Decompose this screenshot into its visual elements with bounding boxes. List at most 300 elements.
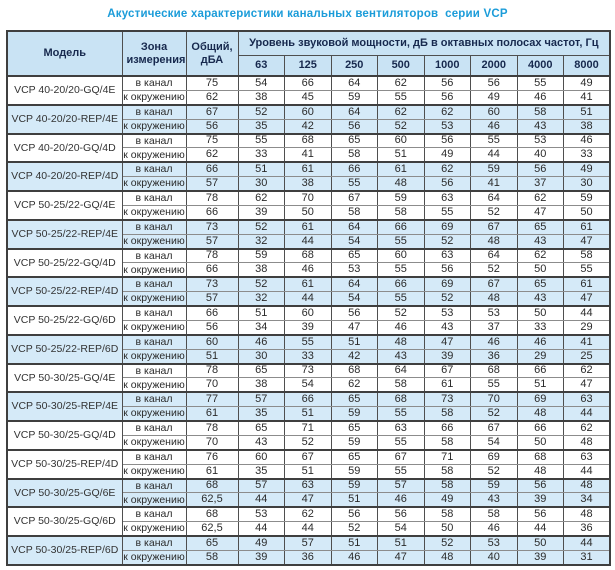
spl-value-cell-8000hz: 48 [564,435,611,449]
spl-value-cell-250hz: 56 [331,306,378,320]
zone-cell: в канал [122,507,186,521]
spl-value-cell-4000hz: 56 [517,507,564,521]
total-dba-cell: 73 [186,277,238,291]
spl-value-cell-4000hz: 65 [517,220,564,234]
model-cell: VCP 50-30/25-GQ/4D [7,421,122,450]
spl-value-cell-500hz: 55 [378,292,425,306]
spl-value-cell-1000hz: 55 [424,205,471,219]
spl-value-cell-2000hz: 37 [471,320,518,334]
spl-value-cell-125hz: 54 [285,378,332,392]
total-dba-cell: 75 [186,134,238,148]
spl-value-cell-125hz: 38 [285,177,332,191]
spl-value-cell-63hz: 57 [238,392,285,406]
total-dba-cell: 78 [186,191,238,205]
spl-value-cell-4000hz: 66 [517,421,564,435]
spl-value-cell-2000hz: 67 [471,220,518,234]
spl-value-cell-125hz: 44 [285,292,332,306]
spl-value-cell-500hz: 62 [378,76,425,90]
spl-value-cell-500hz: 54 [378,522,425,536]
zone-cell: в канал [122,392,186,406]
spl-value-cell-4000hz: 47 [517,205,564,219]
spl-value-cell-2000hz: 52 [471,407,518,421]
spl-value-cell-250hz: 53 [331,263,378,277]
model-cell: VCP 50-30/25-GQ/6E [7,479,122,508]
spl-value-cell-4000hz: 46 [517,90,564,104]
spl-value-cell-1000hz: 58 [424,479,471,493]
spl-value-cell-125hz: 51 [285,407,332,421]
total-dba-cell: 70 [186,435,238,449]
spl-value-cell-2000hz: 46 [471,119,518,133]
spl-value-cell-1000hz: 49 [424,493,471,507]
spl-value-cell-500hz: 55 [378,435,425,449]
table-row [7,507,610,521]
spl-value-cell-1000hz: 73 [424,392,471,406]
spl-value-cell-8000hz: 48 [564,479,611,493]
spl-value-cell-125hz: 60 [285,105,332,119]
total-dba-cell: 57 [186,177,238,191]
spl-value-cell-1000hz: 67 [424,364,471,378]
spl-value-cell-500hz: 55 [378,464,425,478]
spl-value-cell-1000hz: 71 [424,450,471,464]
spl-value-cell-8000hz: 47 [564,378,611,392]
spl-value-cell-4000hz: 66 [517,364,564,378]
spl-value-cell-63hz: 39 [238,205,285,219]
spl-value-cell-250hz: 46 [331,550,378,564]
spl-value-cell-250hz: 47 [331,320,378,334]
zone-cell: к окружению [123,378,185,391]
spl-value-cell-250hz: 65 [331,450,378,464]
spl-value-cell-8000hz: 41 [564,335,611,349]
spl-value-cell-1000hz: 66 [424,421,471,435]
zone-cell: к окружению [123,119,185,132]
spl-value-cell-2000hz: 52 [471,205,518,219]
spl-value-cell-1000hz: 58 [424,407,471,421]
spl-value-cell-250hz: 62 [331,378,378,392]
total-dba-cell: 78 [186,249,238,263]
zone-cell: в канал [122,249,186,263]
zone-cell: в канал [122,536,186,550]
spl-value-cell-1000hz: 56 [424,177,471,191]
spl-value-cell-63hz: 52 [238,105,285,119]
spl-value-cell-63hz: 51 [238,306,285,320]
spl-value-cell-1000hz: 56 [424,263,471,277]
spl-value-cell-8000hz: 34 [564,493,611,507]
total-dba-cell: 77 [186,392,238,406]
total-dba-cell: 61 [186,464,238,478]
spl-value-cell-63hz: 53 [238,507,285,521]
table-row [7,162,610,176]
zone-cell: в канал [122,162,186,176]
spl-value-cell-4000hz: 56 [517,479,564,493]
spl-value-cell-8000hz: 63 [564,450,611,464]
spl-value-cell-500hz: 51 [378,536,425,550]
spl-value-cell-250hz: 58 [331,148,378,162]
spl-value-cell-1000hz: 69 [424,220,471,234]
spl-value-cell-125hz: 52 [285,435,332,449]
spl-value-cell-125hz: 67 [285,450,332,464]
spl-value-cell-1000hz: 52 [424,234,471,248]
spl-value-cell-63hz: 38 [238,378,285,392]
spl-value-cell-4000hz: 39 [517,550,564,564]
spl-value-cell-500hz: 52 [378,119,425,133]
spl-value-cell-250hz: 64 [331,220,378,234]
spl-value-cell-500hz: 58 [378,378,425,392]
model-cell: VCP 50-25/22-GQ/4D [7,249,122,278]
total-dba-cell: 66 [186,162,238,176]
spl-value-cell-500hz: 63 [378,421,425,435]
spl-value-cell-2000hz: 46 [471,522,518,536]
zone-cell: к окружению [123,407,185,420]
page-title: Акустические характеристики канальных вентиляторов серии VCP [107,8,508,20]
spl-value-cell-500hz: 61 [378,162,425,176]
model-cell: VCP 40-20/20-GQ/4D [7,134,122,163]
table-row [7,191,610,205]
spl-value-cell-4000hz: 50 [517,306,564,320]
column-header-freq-4000: 4000 [517,55,564,76]
zone-cell: в канал [122,220,186,234]
spl-value-cell-250hz: 59 [331,407,378,421]
zone-cell: к окружению [123,292,185,305]
spl-value-cell-125hz: 71 [285,421,332,435]
spl-value-cell-4000hz: 50 [517,435,564,449]
spl-value-cell-125hz: 33 [285,349,332,363]
spl-value-cell-8000hz: 36 [564,522,611,536]
spl-value-cell-250hz: 58 [331,205,378,219]
spl-value-cell-125hz: 61 [285,162,332,176]
spl-value-cell-63hz: 49 [238,536,285,550]
spl-value-cell-500hz: 47 [378,550,425,564]
table-row [7,134,610,148]
spl-value-cell-8000hz: 31 [564,550,611,564]
table-row [7,479,610,493]
spl-value-cell-125hz: 63 [285,479,332,493]
model-cell: VCP 50-30/25-GQ/4E [7,364,122,393]
zone-cell: к окружению [123,263,185,276]
spl-value-cell-500hz: 66 [378,220,425,234]
spl-value-cell-2000hz: 48 [471,292,518,306]
spl-value-cell-2000hz: 60 [471,105,518,119]
spl-value-cell-8000hz: 44 [564,536,611,550]
spl-value-cell-2000hz: 64 [471,249,518,263]
spl-value-cell-1000hz: 58 [424,435,471,449]
spl-value-cell-500hz: 58 [378,205,425,219]
spl-value-cell-63hz: 39 [238,550,285,564]
total-dba-cell: 65 [186,536,238,550]
spl-value-cell-2000hz: 44 [471,148,518,162]
spl-value-cell-125hz: 41 [285,148,332,162]
spl-value-cell-63hz: 35 [238,407,285,421]
total-dba-cell: 60 [186,335,238,349]
spl-value-cell-2000hz: 59 [471,479,518,493]
spl-value-cell-2000hz: 69 [471,450,518,464]
table-row [7,105,610,119]
zone-cell: в канал [122,306,186,320]
spl-value-cell-125hz: 44 [285,234,332,248]
total-dba-cell: 75 [186,76,238,90]
spl-value-cell-1000hz: 56 [424,76,471,90]
spl-value-cell-8000hz: 62 [564,421,611,435]
spl-value-cell-500hz: 55 [378,263,425,277]
total-dba-cell: 66 [186,263,238,277]
spl-value-cell-4000hz: 58 [517,105,564,119]
spl-value-cell-125hz: 55 [285,335,332,349]
column-header-sound-power-level: Уровень звуковой мощности, дБ в октавных полосах частот, Гц [238,31,610,55]
spl-value-cell-4000hz: 62 [517,249,564,263]
spl-value-cell-250hz: 51 [331,493,378,507]
spl-value-cell-4000hz: 40 [517,148,564,162]
spl-value-cell-2000hz: 36 [471,349,518,363]
spl-value-cell-2000hz: 41 [471,177,518,191]
spl-value-cell-1000hz: 63 [424,249,471,263]
table-row [7,249,610,263]
spl-value-cell-500hz: 60 [378,249,425,263]
spl-value-cell-4000hz: 48 [517,464,564,478]
spl-value-cell-8000hz: 61 [564,277,611,291]
spl-value-cell-500hz: 43 [378,349,425,363]
total-dba-cell: 51 [186,349,238,363]
table-row [7,421,610,435]
spl-value-cell-2000hz: 55 [471,378,518,392]
spl-value-cell-1000hz: 39 [424,349,471,363]
zone-cell: к окружению [123,551,185,564]
spl-value-cell-250hz: 51 [331,536,378,550]
spl-value-cell-125hz: 42 [285,119,332,133]
column-header-freq-1000: 1000 [424,55,471,76]
spl-value-cell-250hz: 54 [331,234,378,248]
total-dba-cell: 78 [186,421,238,435]
spl-value-cell-2000hz: 70 [471,392,518,406]
spl-value-cell-4000hz: 33 [517,320,564,334]
column-header-model: Модель [7,31,122,76]
spl-value-cell-8000hz: 47 [564,292,611,306]
spl-value-cell-2000hz: 43 [471,493,518,507]
spl-value-cell-63hz: 52 [238,277,285,291]
spl-value-cell-8000hz: 44 [564,407,611,421]
spl-value-cell-125hz: 61 [285,220,332,234]
total-dba-cell: 78 [186,364,238,378]
total-dba-cell: 62 [186,148,238,162]
spl-value-cell-500hz: 55 [378,90,425,104]
spl-value-cell-1000hz: 63 [424,191,471,205]
spl-value-cell-500hz: 67 [378,450,425,464]
spl-value-cell-250hz: 65 [331,392,378,406]
spl-value-cell-125hz: 70 [285,191,332,205]
model-cell: VCP 50-30/25-REP/6D [7,536,122,565]
spl-value-cell-250hz: 55 [331,177,378,191]
spl-value-cell-4000hz: 65 [517,277,564,291]
spl-value-cell-63hz: 38 [238,263,285,277]
spl-value-cell-8000hz: 47 [564,234,611,248]
total-dba-cell: 68 [186,507,238,521]
spl-value-cell-250hz: 42 [331,349,378,363]
spl-value-cell-250hz: 65 [331,249,378,263]
spl-value-cell-2000hz: 58 [471,507,518,521]
spl-value-cell-8000hz: 44 [564,306,611,320]
spl-value-cell-125hz: 57 [285,536,332,550]
spl-value-cell-4000hz: 51 [517,378,564,392]
spl-value-cell-63hz: 65 [238,421,285,435]
column-header-total-dba: Общий, дБА [186,31,238,76]
spl-value-cell-250hz: 64 [331,277,378,291]
model-cell: VCP 50-25/22-REP/4D [7,277,122,306]
spl-value-cell-2000hz: 59 [471,162,518,176]
spl-value-cell-250hz: 68 [331,364,378,378]
model-cell: VCP 50-25/22-REP/6D [7,335,122,364]
zone-cell: в канал [122,76,186,90]
table-row [7,450,610,464]
spl-value-cell-4000hz: 43 [517,292,564,306]
table-row [7,76,610,90]
model-cell: VCP 50-30/25-GQ/6D [7,507,122,536]
total-dba-cell: 68 [186,479,238,493]
total-dba-cell: 57 [186,234,238,248]
spl-value-cell-8000hz: 62 [564,364,611,378]
zone-cell: к окружению [123,522,185,535]
spl-value-cell-1000hz: 58 [424,507,471,521]
spl-value-cell-4000hz: 44 [517,522,564,536]
spl-value-cell-63hz: 30 [238,177,285,191]
spl-value-cell-1000hz: 62 [424,105,471,119]
spl-value-cell-250hz: 52 [331,522,378,536]
spl-value-cell-250hz: 67 [331,191,378,205]
spl-value-cell-500hz: 68 [378,392,425,406]
total-dba-cell: 57 [186,292,238,306]
zone-cell: к окружению [123,91,185,104]
spl-value-cell-4000hz: 50 [517,263,564,277]
total-dba-cell: 62,5 [186,522,238,536]
column-header-freq-500: 500 [378,55,425,76]
spl-value-cell-2000hz: 67 [471,277,518,291]
spl-value-cell-4000hz: 39 [517,493,564,507]
table-row [7,277,610,291]
table-row [7,220,610,234]
spl-value-cell-2000hz: 52 [471,263,518,277]
zone-cell: в канал [122,450,186,464]
spl-value-cell-63hz: 43 [238,435,285,449]
model-cell: VCP 50-25/22-GQ/4E [7,191,122,220]
spl-value-cell-125hz: 60 [285,306,332,320]
spl-value-cell-63hz: 30 [238,349,285,363]
spl-value-cell-250hz: 51 [331,335,378,349]
spl-value-cell-2000hz: 46 [471,335,518,349]
spl-value-cell-125hz: 45 [285,90,332,104]
table-row [7,306,610,320]
spl-value-cell-500hz: 62 [378,105,425,119]
total-dba-cell: 76 [186,450,238,464]
spl-value-cell-250hz: 59 [331,464,378,478]
spl-value-cell-8000hz: 59 [564,191,611,205]
spl-value-cell-2000hz: 67 [471,421,518,435]
spl-value-cell-500hz: 66 [378,277,425,291]
spl-value-cell-2000hz: 48 [471,234,518,248]
spl-value-cell-63hz: 59 [238,249,285,263]
column-header-freq-250: 250 [331,55,378,76]
spl-value-cell-63hz: 32 [238,234,285,248]
spl-value-cell-4000hz: 46 [517,335,564,349]
spl-value-cell-500hz: 55 [378,234,425,248]
spl-value-cell-8000hz: 29 [564,320,611,334]
model-cell: VCP 50-30/25-REP/4E [7,392,122,421]
spl-value-cell-8000hz: 48 [564,507,611,521]
spl-value-cell-63hz: 33 [238,148,285,162]
spl-value-cell-63hz: 38 [238,90,285,104]
spl-value-cell-1000hz: 58 [424,464,471,478]
spl-value-cell-8000hz: 49 [564,162,611,176]
spl-value-cell-63hz: 57 [238,479,285,493]
spl-value-cell-2000hz: 64 [471,191,518,205]
spl-value-cell-250hz: 56 [331,119,378,133]
spl-value-cell-2000hz: 40 [471,550,518,564]
spl-value-cell-4000hz: 53 [517,134,564,148]
spl-value-cell-4000hz: 37 [517,177,564,191]
total-dba-cell: 70 [186,378,238,392]
model-cell: VCP 40-20/20-REP/4D [7,162,122,191]
spl-value-cell-125hz: 73 [285,364,332,378]
spl-value-cell-8000hz: 25 [564,349,611,363]
spl-value-cell-125hz: 68 [285,134,332,148]
spl-value-cell-500hz: 60 [378,134,425,148]
spl-value-cell-8000hz: 41 [564,90,611,104]
spl-value-cell-63hz: 46 [238,335,285,349]
spl-value-cell-1000hz: 61 [424,378,471,392]
spl-value-cell-2000hz: 56 [471,76,518,90]
spl-value-cell-500hz: 56 [378,507,425,521]
total-dba-cell: 58 [186,550,238,564]
table-row [7,536,610,550]
spl-value-cell-63hz: 62 [238,191,285,205]
zone-cell: в канал [122,191,186,205]
spl-value-cell-4000hz: 50 [517,536,564,550]
spl-value-cell-1000hz: 53 [424,119,471,133]
spl-value-cell-1000hz: 53 [424,306,471,320]
spl-value-cell-4000hz: 69 [517,392,564,406]
spl-value-cell-500hz: 59 [378,191,425,205]
spl-value-cell-8000hz: 63 [564,392,611,406]
model-cell: VCP 40-20/20-GQ/4E [7,76,122,105]
spl-value-cell-8000hz: 55 [564,263,611,277]
spl-value-cell-2000hz: 49 [471,90,518,104]
spl-value-cell-4000hz: 29 [517,349,564,363]
spl-value-cell-63hz: 54 [238,76,285,90]
spl-value-cell-1000hz: 43 [424,320,471,334]
model-cell: VCP 50-25/22-GQ/6D [7,306,122,335]
spl-value-cell-2000hz: 53 [471,536,518,550]
spl-value-cell-125hz: 66 [285,392,332,406]
spl-value-cell-4000hz: 62 [517,191,564,205]
total-dba-cell: 66 [186,306,238,320]
table-row [7,364,610,378]
table-header [7,31,610,76]
spl-value-cell-2000hz: 55 [471,134,518,148]
spl-value-cell-2000hz: 52 [471,464,518,478]
spl-value-cell-500hz: 46 [378,493,425,507]
zone-cell: к окружению [123,148,185,161]
spl-value-cell-63hz: 55 [238,134,285,148]
spl-value-cell-2000hz: 53 [471,306,518,320]
spl-value-cell-250hz: 64 [331,76,378,90]
total-dba-cell: 56 [186,320,238,334]
spl-value-cell-8000hz: 44 [564,464,611,478]
spl-value-cell-4000hz: 56 [517,162,564,176]
spl-value-cell-8000hz: 49 [564,76,611,90]
zone-cell: в канал [122,335,186,349]
spl-value-cell-63hz: 35 [238,119,285,133]
spl-value-cell-125hz: 39 [285,320,332,334]
spl-value-cell-4000hz: 43 [517,119,564,133]
spl-value-cell-1000hz: 50 [424,522,471,536]
spl-value-cell-63hz: 44 [238,493,285,507]
zone-cell: к окружению [123,206,185,219]
